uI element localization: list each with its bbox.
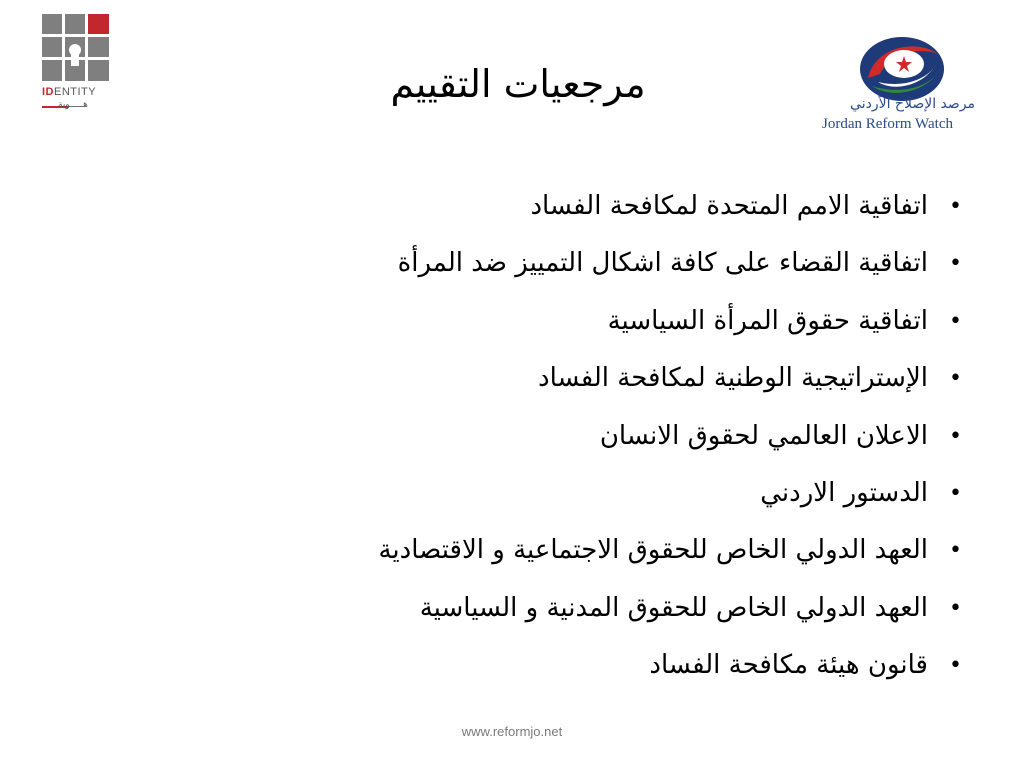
bullet-dot-icon: • xyxy=(949,308,962,334)
bullet-item xyxy=(184,350,964,407)
bullet-dot-icon: • xyxy=(949,194,962,219)
bullet-text: اتفاقية القضاء على كافة اشكال التمييز ضد المرأة xyxy=(397,248,928,279)
identity-wordmark xyxy=(42,86,114,98)
bullet-item xyxy=(184,465,964,522)
slide-title: مرجعيات التقييم xyxy=(390,62,646,106)
bullet-text: الاعلان العالمي لحقوق الانسان xyxy=(599,420,928,451)
bullet-text: اتفاقية الامم المتحدة لمكافحة الفساد xyxy=(530,191,928,221)
bullet-text: العهد الدولي الخاص للحقوق المدنية و السياسية xyxy=(419,592,928,623)
bullet-item xyxy=(184,408,964,465)
bullet-text: الدستور الاردني xyxy=(760,477,928,508)
bullet-text: قانون هيئة مكافحة الفساد xyxy=(649,650,928,681)
bullet-item xyxy=(184,293,964,350)
bullet-dot-icon: • xyxy=(949,595,962,621)
identity-wordmark-accent: ID xyxy=(42,86,54,98)
bullet-dot-icon: • xyxy=(949,538,962,564)
reform-watch-emblem-icon xyxy=(858,34,946,104)
bullet-dot-icon: • xyxy=(949,423,962,449)
bullet-item xyxy=(184,235,964,292)
reform-watch-arabic: مرصد الإصلاح الأردني xyxy=(850,96,975,112)
identity-logo xyxy=(42,14,112,110)
bullet-text: العهد الدولي الخاص للحقوق الاجتماعية و الاقتصادية xyxy=(378,535,928,566)
bullet-dot-icon: • xyxy=(949,251,962,277)
bullet-item xyxy=(184,522,964,579)
footer-url: www.reformjo.net xyxy=(461,724,563,739)
bullet-item xyxy=(184,580,964,637)
identity-grid-icon xyxy=(42,14,110,82)
reform-watch-english: Jordan Reform Watch xyxy=(822,116,953,132)
bullet-dot-icon: • xyxy=(949,653,962,679)
bullet-text: اتفاقية حقوق المرأة السياسية xyxy=(607,305,928,336)
bullet-text: الإستراتيجية الوطنية لمكافحة الفساد xyxy=(538,363,928,394)
bullet-dot-icon: • xyxy=(949,366,962,392)
identity-wordmark-rest: ENTITY xyxy=(54,86,97,98)
bullet-item xyxy=(184,178,964,235)
reform-watch-logo xyxy=(818,30,983,140)
bullet-list xyxy=(184,178,964,695)
bullet-dot-icon: • xyxy=(949,480,962,506)
identity-arabic: هـــــوية xyxy=(58,100,88,110)
bullet-item xyxy=(184,637,964,694)
